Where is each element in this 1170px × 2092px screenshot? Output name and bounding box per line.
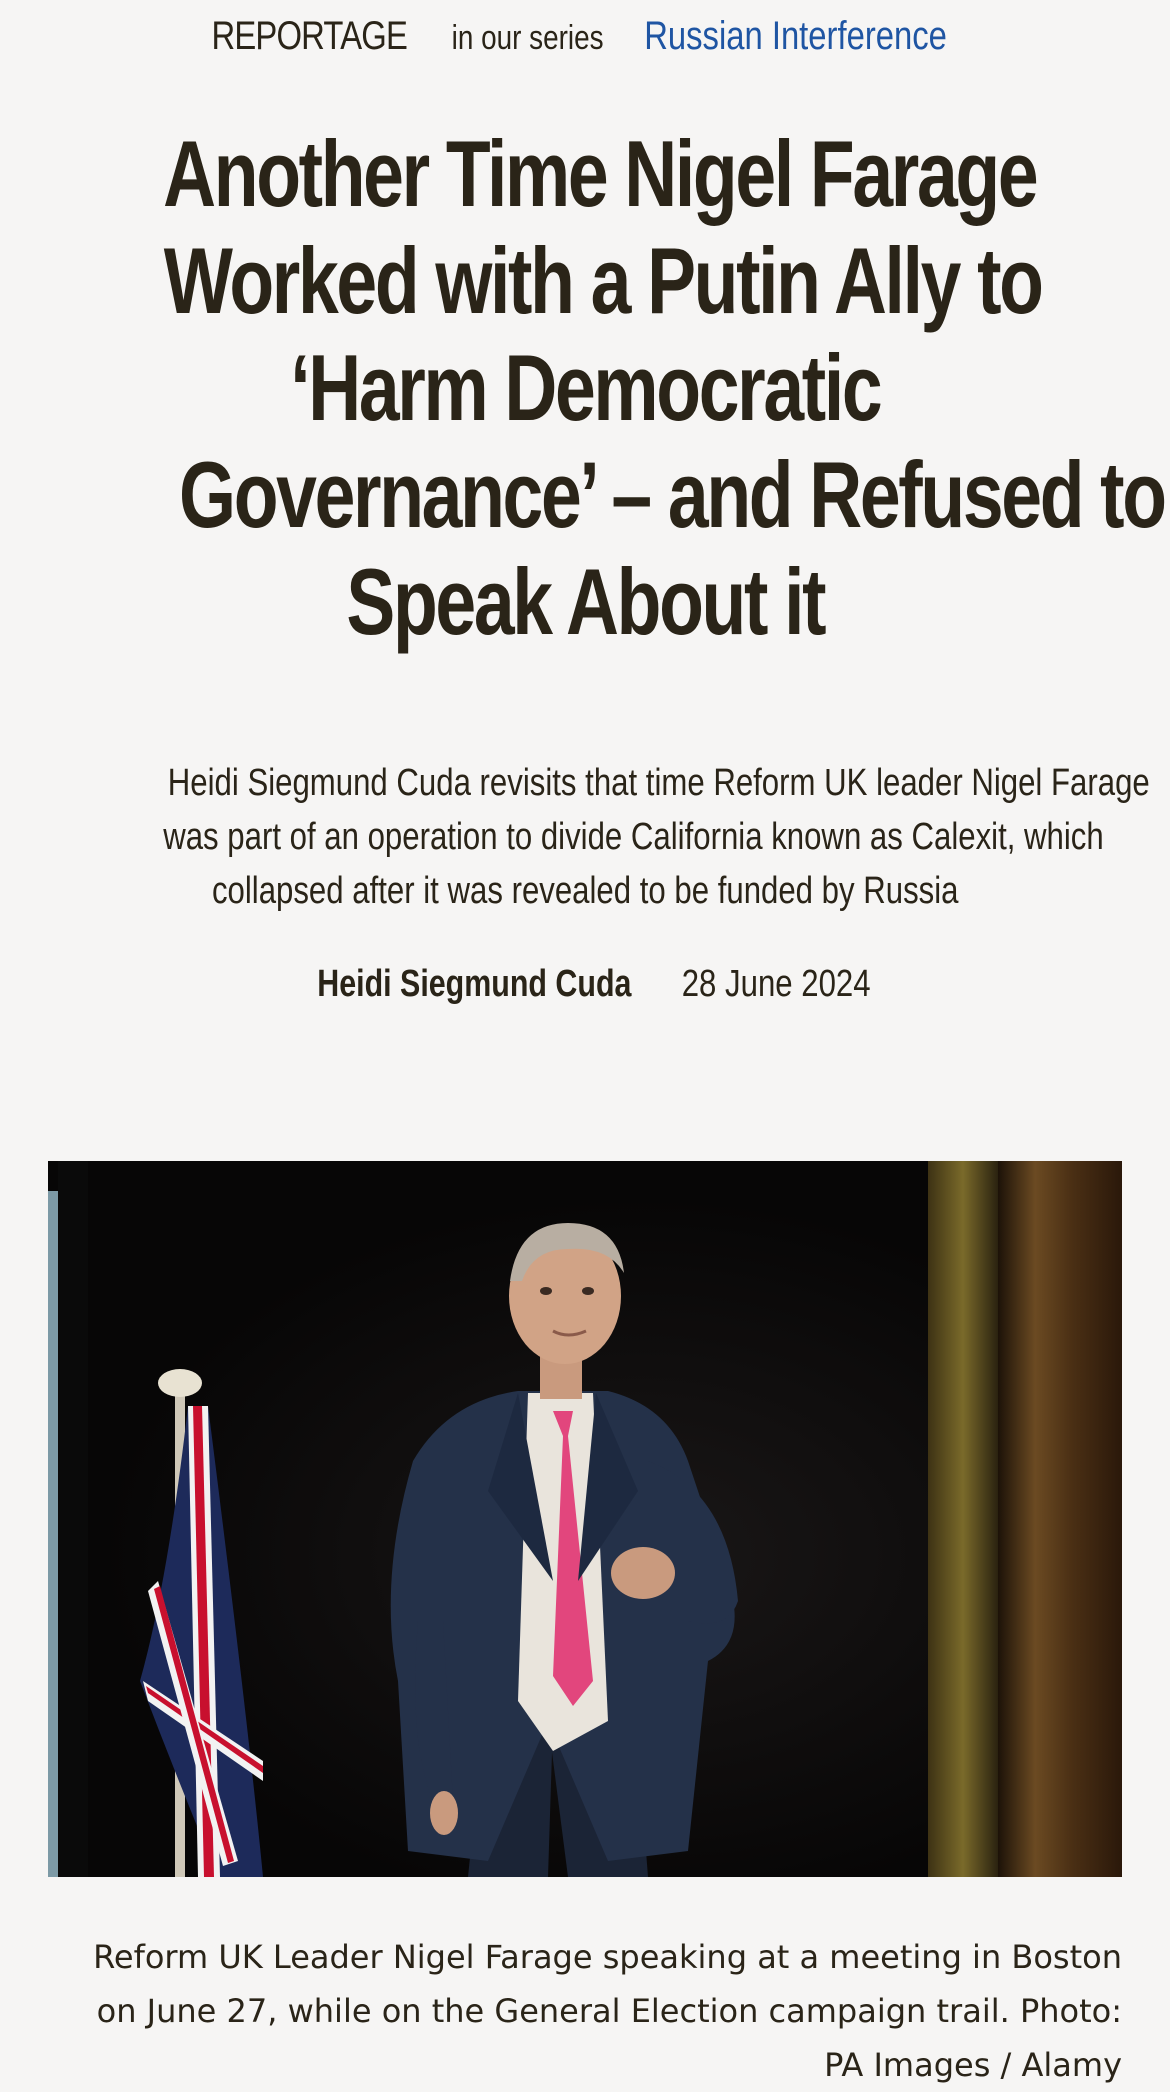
headline-line: Speak About it [346,549,824,654]
byline [0,963,1170,1006]
publish-date: 28 June 2024 [682,963,872,1005]
hero-photo-illustration [48,1161,1122,1877]
image-caption: Reform UK Leader Nigel Farage speaking at a meeting in Boston on June 27, while on the General Election campaign trail. Photo: PA Images / Alamy [93,1938,1122,2084]
headline-line: ‘Harm Democratic [289,335,881,440]
series-prefix: in our series [451,19,604,57]
series-link[interactable]: Russian Interference [643,14,947,58]
article-headline [40,120,1165,655]
headline-line: Worked with a Putin Ally to [163,228,1042,333]
headline-line: Governance’ – and Refused to [179,442,1165,547]
hero-image [48,1161,1122,1877]
standfirst-line: collapsed after it was revealed to be funded by Russia [211,870,959,912]
article-standfirst [60,756,1150,918]
section-kicker: REPORTAGE [211,14,408,58]
series-breadcrumb [0,14,1170,59]
standfirst-line: was part of an operation to divide California known as Calexit, which [163,816,1104,858]
standfirst-line: Heidi Siegmund Cuda revisits that time Reform UK leader Nigel Farage [167,762,1150,804]
headline-line: Another Time Nigel Farage [163,121,1037,226]
author-link[interactable]: Heidi Siegmund Cuda [317,963,632,1005]
